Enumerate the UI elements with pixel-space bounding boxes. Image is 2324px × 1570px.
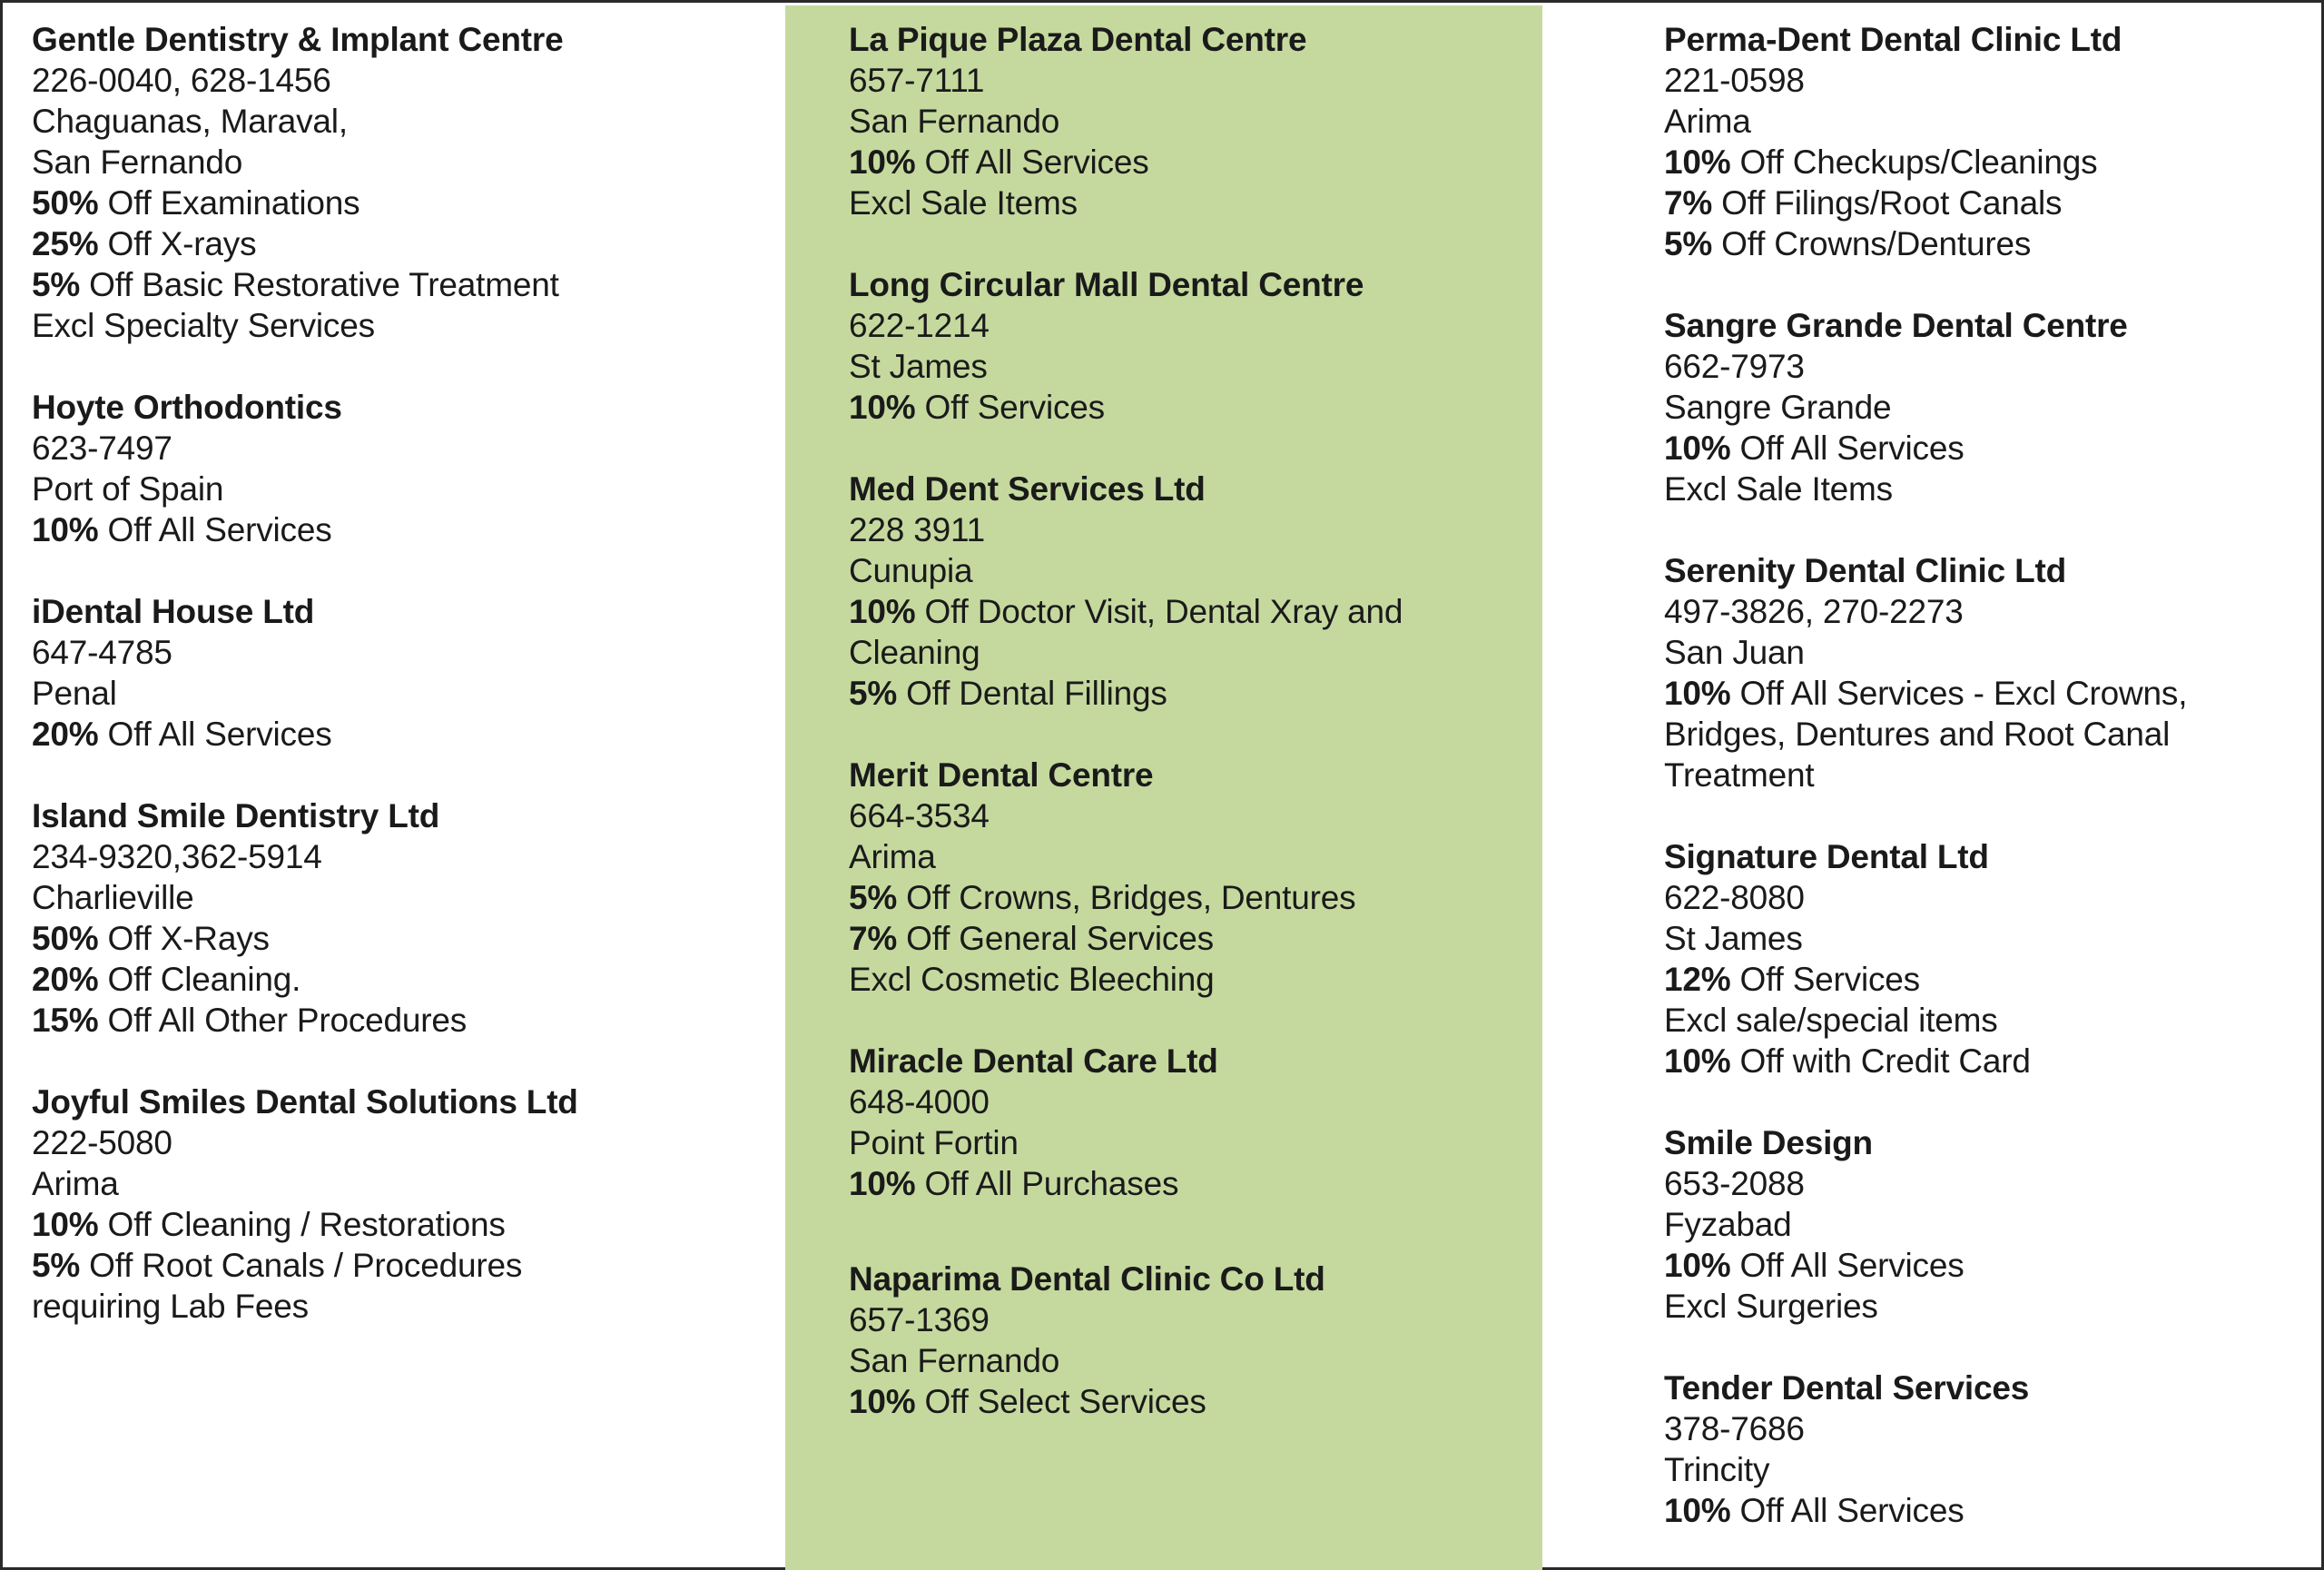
clinic-name: Sangre Grande Dental Centre (1664, 307, 2128, 344)
clinic-name: Long Circular Mall Dental Centre (849, 266, 1364, 303)
clinic-name: Merit Dental Centre (849, 756, 1154, 794)
line-text: Off All Services (1730, 430, 1965, 467)
discount-percent: 20% (32, 961, 99, 998)
discount-line (32, 1245, 776, 1286)
detail-line (32, 1163, 776, 1204)
clinic-listing (849, 19, 1539, 223)
detail-line (849, 60, 1539, 101)
clinic-name: Med Dent Services Ltd (849, 470, 1206, 508)
discount-percent: 5% (32, 1247, 81, 1284)
discount-percent: 50% (32, 920, 99, 957)
discount-line (32, 509, 776, 550)
detail-line (849, 1299, 1539, 1340)
line-text: Off All Services - Excl Crowns, (1730, 675, 2188, 712)
detail-line (1664, 1449, 2309, 1490)
discount-percent: 50% (32, 184, 99, 222)
entry-spacer (1664, 795, 2309, 836)
detail-line (849, 550, 1539, 591)
detail-line (32, 1122, 776, 1163)
clinic-listing (32, 1081, 776, 1327)
detail-line (1664, 1000, 2309, 1041)
line-text: San Fernando (849, 103, 1060, 140)
detail-line (1664, 1408, 2309, 1449)
line-text: Off with Credit Card (1730, 1042, 2031, 1080)
discount-percent: 10% (32, 1206, 99, 1243)
entry-spacer (849, 714, 1539, 755)
line-text: Off All Other Procedures (98, 1002, 468, 1039)
line-text: 623-7497 (32, 430, 172, 467)
clinic-name: Tender Dental Services (1664, 1369, 2030, 1407)
clinic-name: Smile Design (1664, 1124, 1873, 1161)
entry-spacer (32, 550, 776, 591)
clinic-listing (1664, 305, 2309, 509)
clinic-listing (32, 795, 776, 1041)
discount-line (849, 918, 1539, 959)
detail-line (849, 632, 1539, 673)
detail-line (849, 836, 1539, 877)
line-text: requiring Lab Fees (32, 1288, 309, 1325)
discount-percent: 10% (849, 593, 916, 630)
clinic-listing (1664, 836, 2309, 1081)
detail-line (1664, 101, 2309, 142)
discount-percent: 10% (1664, 675, 1731, 712)
discount-percent: 10% (32, 511, 99, 548)
line-text: Off Select Services (915, 1383, 1206, 1420)
directory-column-1 (32, 19, 776, 1327)
clinic-listing (32, 387, 776, 550)
detail-line (849, 183, 1539, 223)
discount-percent: 10% (1664, 1247, 1731, 1284)
line-text: St James (849, 348, 988, 385)
detail-line (849, 101, 1539, 142)
detail-line (1664, 60, 2309, 101)
discount-line (1664, 183, 2309, 223)
clinic-name: Signature Dental Ltd (1664, 838, 1989, 875)
line-text: Off Examinations (98, 184, 360, 222)
detail-line (32, 673, 776, 714)
detail-line (32, 305, 776, 346)
line-text: 378-7686 (1664, 1410, 1805, 1447)
clinic-listing (32, 591, 776, 755)
clinic-name: Naparima Dental Clinic Co Ltd (849, 1260, 1325, 1298)
discount-line (1664, 1041, 2309, 1081)
directory-column-3 (1664, 19, 2309, 1531)
detail-line (32, 60, 776, 101)
line-text: Point Fortin (849, 1124, 1019, 1161)
entry-spacer (849, 428, 1539, 469)
line-text: San Juan (1664, 634, 1805, 671)
detail-line (32, 1286, 776, 1327)
line-text: Fyzabad (1664, 1206, 1792, 1243)
line-text: Off Services (1730, 961, 1920, 998)
line-text: 234-9320,362-5914 (32, 838, 322, 875)
line-text: Off All Services (915, 143, 1149, 181)
detail-line (1664, 714, 2309, 755)
entry-spacer (1664, 509, 2309, 550)
line-text: St James (1664, 920, 1803, 957)
clinic-listing (849, 1041, 1539, 1204)
clinic-listing (849, 469, 1539, 714)
line-text: Chaguanas, Maraval, (32, 103, 348, 140)
discount-line (1664, 223, 2309, 264)
line-text: Penal (32, 675, 117, 712)
line-text: Off Root Canals / Procedures (80, 1247, 523, 1284)
directory-column-2 (849, 19, 1539, 1422)
line-text: Off X-rays (98, 225, 257, 262)
detail-line (1664, 1163, 2309, 1204)
clinic-listing (1664, 1368, 2309, 1531)
line-text: Arima (1664, 103, 1751, 140)
discount-line (32, 959, 776, 1000)
entry-spacer (1664, 1081, 2309, 1122)
line-text: Off Crowns/Dentures (1712, 225, 2032, 262)
discount-percent: 5% (849, 879, 898, 916)
detail-line (32, 469, 776, 509)
discount-percent: 20% (32, 716, 99, 753)
clinic-listing (1664, 19, 2309, 264)
line-text: 648-4000 (849, 1083, 990, 1121)
detail-line (1664, 346, 2309, 387)
discount-line (32, 223, 776, 264)
discount-percent: 5% (32, 266, 81, 303)
detail-line (849, 1340, 1539, 1381)
discount-line (849, 387, 1539, 428)
discount-percent: 5% (1664, 225, 1713, 262)
clinic-listing (32, 19, 776, 346)
detail-line (32, 142, 776, 183)
line-text: Cleaning (849, 634, 980, 671)
line-text: 622-8080 (1664, 879, 1805, 916)
discount-line (32, 1000, 776, 1041)
entry-spacer (32, 1041, 776, 1081)
clinic-name: Island Smile Dentistry Ltd (32, 797, 440, 834)
line-text: Excl Sale Items (1664, 470, 1893, 508)
discount-line (32, 1204, 776, 1245)
discount-percent: 10% (849, 1165, 916, 1202)
line-text: 657-1369 (849, 1301, 990, 1338)
discount-line (849, 1381, 1539, 1422)
detail-line (1664, 632, 2309, 673)
line-text: Off X-Rays (98, 920, 270, 957)
detail-line (849, 305, 1539, 346)
detail-line (32, 632, 776, 673)
discount-line (1664, 1245, 2309, 1286)
discount-line (1664, 1490, 2309, 1531)
discount-line (1664, 428, 2309, 469)
line-text: Off Dental Fillings (897, 675, 1167, 712)
detail-line (1664, 469, 2309, 509)
line-text: 221-0598 (1664, 62, 1805, 99)
line-text: 657-7111 (849, 62, 985, 99)
line-text: 622-1214 (849, 307, 990, 344)
detail-line (849, 509, 1539, 550)
detail-line (849, 346, 1539, 387)
line-text: San Fernando (32, 143, 243, 181)
line-text: Off All Services (98, 511, 332, 548)
discount-percent: 5% (849, 675, 898, 712)
line-text: Off Cleaning. (98, 961, 301, 998)
line-text: Treatment (1664, 756, 1815, 794)
line-text: Off Checkups/Cleanings (1730, 143, 2098, 181)
line-text: Off All Services (1730, 1492, 1965, 1529)
clinic-name: Hoyte Orthodontics (32, 389, 342, 426)
clinic-name: Joyful Smiles Dental Solutions Ltd (32, 1083, 578, 1121)
detail-line (32, 101, 776, 142)
line-text: Arima (32, 1165, 119, 1202)
line-text: Off Doctor Visit, Dental Xray and (915, 593, 1403, 630)
clinic-listing (849, 264, 1539, 428)
discount-line (849, 1163, 1539, 1204)
discount-percent: 15% (32, 1002, 99, 1039)
discount-percent: 10% (1664, 430, 1731, 467)
discount-percent: 10% (849, 1383, 916, 1420)
line-text: Excl Specialty Services (32, 307, 375, 344)
discount-line (1664, 673, 2309, 714)
clinic-listing (849, 755, 1539, 1000)
entry-spacer (32, 346, 776, 387)
line-text: 228 3911 (849, 511, 985, 548)
discount-line (1664, 142, 2309, 183)
line-text: Off Basic Restorative Treatment (80, 266, 559, 303)
line-text: Sangre Grande (1664, 389, 1892, 426)
discount-percent: 12% (1664, 961, 1731, 998)
discount-percent: 10% (849, 143, 916, 181)
clinic-name: Perma-Dent Dental Clinic Ltd (1664, 21, 2122, 58)
clinic-name: La Pique Plaza Dental Centre (849, 21, 1307, 58)
clinic-name: Miracle Dental Care Ltd (849, 1042, 1218, 1080)
discount-line (32, 714, 776, 755)
line-text: Off Services (915, 389, 1105, 426)
detail-line (1664, 1286, 2309, 1327)
line-text: 662-7973 (1664, 348, 1805, 385)
discount-percent: 7% (1664, 184, 1713, 222)
line-text: Trincity (1664, 1451, 1770, 1488)
discount-line (849, 673, 1539, 714)
discount-line (849, 142, 1539, 183)
line-text: Port of Spain (32, 470, 224, 508)
line-text: Off All Services (1730, 1247, 1965, 1284)
line-text: Excl Cosmetic Bleeching (849, 961, 1215, 998)
entry-spacer (849, 1000, 1539, 1041)
discount-percent: 10% (1664, 1492, 1731, 1529)
entry-spacer (849, 1204, 1539, 1259)
discount-percent: 10% (849, 389, 916, 426)
line-text: Charlieville (32, 879, 194, 916)
detail-line (1664, 877, 2309, 918)
detail-line (849, 1122, 1539, 1163)
entry-spacer (1664, 1327, 2309, 1368)
clinic-name: Serenity Dental Clinic Ltd (1664, 552, 2066, 589)
clinic-listing (1664, 550, 2309, 795)
line-text: Off Cleaning / Restorations (98, 1206, 506, 1243)
line-text: Excl Sale Items (849, 184, 1078, 222)
discount-line (32, 918, 776, 959)
line-text: 664-3534 (849, 797, 990, 834)
detail-line (1664, 918, 2309, 959)
entry-spacer (32, 755, 776, 795)
discount-line (32, 183, 776, 223)
entry-spacer (1664, 264, 2309, 305)
line-text: Off Filings/Root Canals (1712, 184, 2063, 222)
line-text: 653-2088 (1664, 1165, 1805, 1202)
detail-line (32, 877, 776, 918)
clinic-name: iDental House Ltd (32, 593, 315, 630)
detail-line (1664, 1204, 2309, 1245)
line-text: Cunupia (849, 552, 973, 589)
detail-line (1664, 755, 2309, 795)
discount-line (849, 591, 1539, 632)
clinic-listing (1664, 1122, 2309, 1327)
line-text: Off All Services (98, 716, 332, 753)
line-text: San Fernando (849, 1342, 1060, 1379)
detail-line (849, 959, 1539, 1000)
entry-spacer (849, 223, 1539, 264)
detail-line (32, 428, 776, 469)
line-text: Off All Purchases (915, 1165, 1179, 1202)
line-text: Off General Services (897, 920, 1214, 957)
clinic-listing (849, 1259, 1539, 1422)
line-text: 647-4785 (32, 634, 172, 671)
line-text: Off Crowns, Bridges, Dentures (897, 879, 1356, 916)
clinic-name: Gentle Dentistry & Implant Centre (32, 21, 564, 58)
line-text: Bridges, Dentures and Root Canal (1664, 716, 2171, 753)
detail-line (32, 836, 776, 877)
discount-percent: 25% (32, 225, 99, 262)
line-text: Arima (849, 838, 936, 875)
discount-percent: 7% (849, 920, 898, 957)
discount-percent: 10% (1664, 143, 1731, 181)
line-text: Excl Surgeries (1664, 1288, 1878, 1325)
line-text: 497-3826, 270-2273 (1664, 593, 1964, 630)
detail-line (849, 795, 1539, 836)
discount-percent: 10% (1664, 1042, 1731, 1080)
discount-line (32, 264, 776, 305)
line-text: Excl sale/special items (1664, 1002, 1998, 1039)
line-text: 226-0040, 628-1456 (32, 62, 331, 99)
discount-line (1664, 959, 2309, 1000)
line-text: 222-5080 (32, 1124, 172, 1161)
discount-line (849, 877, 1539, 918)
detail-line (1664, 591, 2309, 632)
detail-line (849, 1081, 1539, 1122)
detail-line (1664, 387, 2309, 428)
